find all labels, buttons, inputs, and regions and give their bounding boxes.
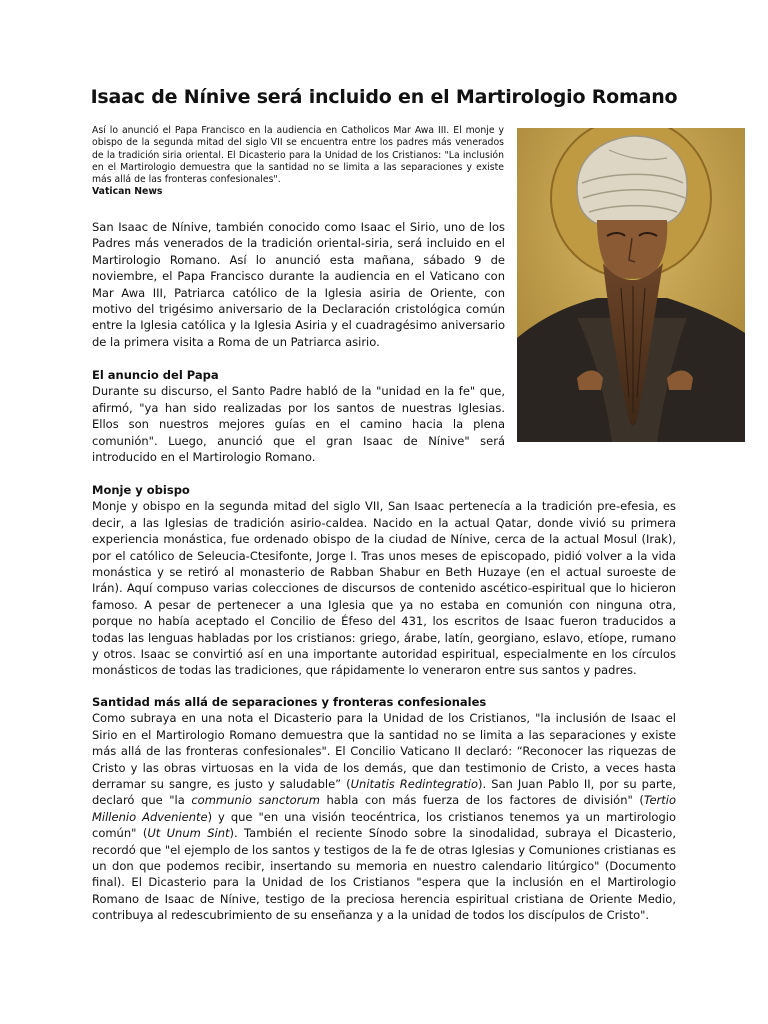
text-run: habla con más fuerza de los factores de división" (	[319, 793, 644, 808]
article-title: Isaac de Nínive será incluido en el Martirologio Romano	[90, 86, 678, 108]
italic-citation: Unitatis Redintegratio	[350, 777, 479, 792]
section-heading: El anuncio del Papa	[92, 368, 219, 382]
section-holiness	[92, 694, 676, 924]
intro-paragraph	[92, 219, 505, 350]
section-body	[92, 710, 676, 923]
text-run: ). También el reciente Sínodo sobre la sinodalidad, subraya el Dicasterio, recordó que "el ejemplo de los santos y testigos de la fe de otras Iglesias y Comuniones cristianas es un don que podemos recibir, insertando su memoria en nuestro calendario litúrgico" (Documento final). El Dicasterio para la Unidad de los Cristianos "espera que la inclusión en el Martirologio Romano de Isaac de Nínive, testigo de la preciosa herencia espiritual cristiana de Oriente Medio, contribuya al redescubrimiento de su enseñanza y a la unidad de todos los discípulos de Cristo".	[92, 826, 676, 923]
section-body: Monje y obispo en la segunda mitad del siglo VII, San Isaac pertenecía a la tradición pre-efesia, es decir, a las Iglesias de tradición asirio-caldea. Nacido en la actual Qatar, donde vivió su primera experiencia monástica, fue ordenado obispo de la ciudad de Nínive, cerca de la actual Mosul (Irak), por el católico de Seleucia-Ctesifonte, Jorge I. Tras unos meses de episcopado, pidió volver a la vida monástica y se retiró al monasterio de Rabban Shabur en Beth Huzaye (en el actual suroeste de Irán). Aquí compuso varias colecciones de discursos de contenido ascético-espiritual que lo hicieron famoso. A pesar de pertenecer a una Iglesia que ya no estaba en comunión con ninguna otra, porque no había aceptado el Concilio de Éfeso del 431, los escritos de Isaac fueron traducidos a todas las lenguas habladas por los cristianos: griego, árabe, latín, georgiano, eslavo, etíope, rumano y otros. Isaac se convirtió así en una importante autoridad espiritual, especialmente en los círculos monásticos de todas las tradiciones, que rápidamente lo veneraron entre sus santos y padres.	[92, 499, 676, 678]
text-run: ). San Juan Pablo II, por su parte, declaró que "la	[92, 777, 677, 808]
intro-text: San Isaac de Nínive, también conocido como Isaac el Sirio, uno de los Padres más venerados de la tradición oriental-siria, será incluido en el Martirologio Romano. Así lo anunció esta mañana, sábado 9 de noviembre, el Papa Francisco durante la audiencia en el Vaticano con Mar Awa III, Patriarca católico de la Iglesia asiria de Oriente, con motivo del trigésimo aniversario de la Declaración cristológica común entre la Iglesia católica y la Iglesia Asiria y el cuadragésimo aniversario de la primera visita a Roma de un Patriarca asirio.	[92, 220, 505, 349]
italic-citation: Ut Unum Sint	[147, 826, 230, 841]
section-papal-announcement	[92, 367, 505, 465]
section-monk-bishop	[92, 482, 676, 679]
section-body: Durante su discurso, el Santo Padre habló de la "unidad en la fe" que, afirmó, "ya han sido realizadas por los santos de nuestras Iglesias. Ellos son nuestros mejores guías en el camino hacia la plena comunión". Luego, anunció que el gran Isaac de Nínive" será introducido en el Martirologio Romano.	[92, 384, 505, 465]
italic-term: communio sanctorum	[191, 793, 320, 808]
section-heading: Monje y obispo	[92, 483, 190, 497]
section-heading: Santidad más allá de separaciones y fronteras confesionales	[92, 695, 487, 709]
text-run: ) y que "en una visión teocéntrica, los cristianos tenemos ya un martirologio común" (	[92, 809, 676, 841]
article-lead	[92, 125, 504, 199]
lead-source: Vatican News	[92, 186, 163, 198]
lead-text: Así lo anunció el Papa Francisco en la audiencia en Catholicos Mar Awa III. El monje y obispo de la segunda mitad del siglo VII se encuentra entre los padres más venerados de la tradición siria oriental. El Dicasterio para la Unidad de los Cristianos: "La inclusión en el Martirologio demuestra que la santidad no se limita a las separaciones y existe más allá de las fronteras confesionales".	[92, 125, 504, 186]
italic-citation: Tertio Millenio Adveniente	[92, 793, 676, 824]
saint-icon-image	[517, 128, 745, 442]
text-run: Como subraya en una nota el Dicasterio para la Unidad de los Cristianos, "la inclusión de Isaac el Sirio en el Martirologio Romano demuestra que la santidad no se limita a las separaciones y existe más allá de las fronteras confesionales". El Concilio Vaticano II declaró: “Reconocer las riquezas de Cristo y las obras virtuosas en la vida de los demás, que dan testimonio de Cristo, a veces hasta derramar su sangre, es justo y saludable” (	[92, 711, 676, 792]
